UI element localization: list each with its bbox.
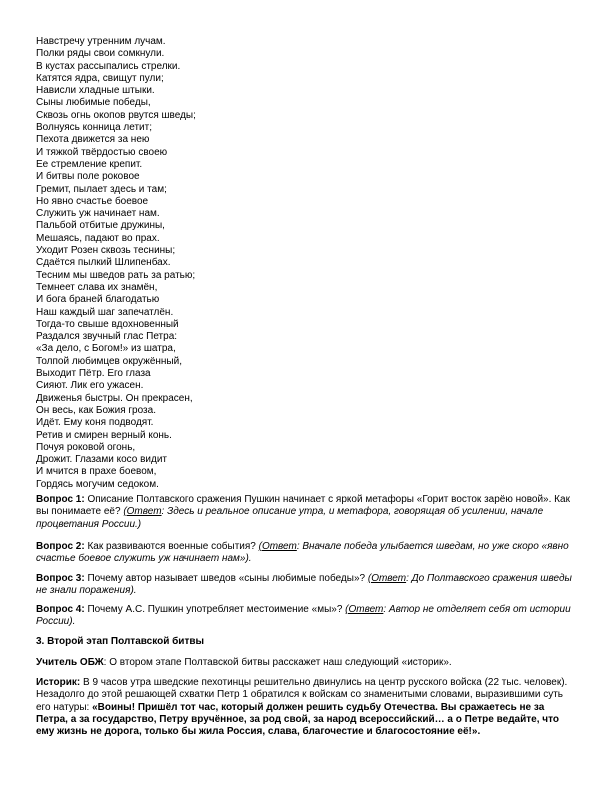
poem-line: Нависли хладные штыки. — [36, 85, 155, 97]
poem-line: Пальбой отбитые дружины, — [36, 220, 165, 232]
poem-line: Катятся ядра, свищут пули; — [36, 72, 164, 84]
question-label: Вопрос 2: — [36, 541, 85, 552]
poem-line: Наш каждый шаг запечатлён. — [36, 306, 174, 318]
answer-text: : Вначале победа улыбается шведам, но уже скоро «явно счастье боевое служить уж начинает нам»). — [36, 541, 569, 565]
section-heading-text: 3. Второй этап Полтавской битвы — [36, 636, 205, 647]
speaker-text: В 9 часов утра шведские пехотинцы решительно двинулись на центр русского войска (22 тыс. человек). Незадолго до этой решающей схватки Петр 1 обратился к войскам со знаменитыми словами, выразившими суть его натуры: — [36, 677, 568, 713]
poem-line: Почуя роковой огонь, — [36, 441, 136, 453]
poem-excerpt — [36, 36, 576, 491]
poem-line: Гордясь могучим седоком. — [36, 478, 159, 490]
answer-label: (Ответ — [258, 541, 297, 552]
quote-tail: . — [477, 726, 481, 738]
poem-line: И мчится в прахе боевом, — [36, 466, 157, 478]
poem-line: Тесним мы шведов рать за ратью; — [36, 269, 196, 281]
question-label: Вопрос 4: — [36, 604, 85, 615]
question-text: Почему автор называет шведов «сыны любимые победы»? — [84, 573, 368, 584]
poem-line: Он весь, как Божия гроза. — [36, 404, 156, 416]
poem-line: Но явно счастье боевое — [36, 195, 149, 207]
poem-line: Тогда-то свыше вдохновенный — [36, 318, 179, 330]
poem-line: И бога браней благодатью — [36, 294, 160, 306]
poem-line: Сыны любимые победы, — [36, 97, 151, 109]
poem-line: Сияют. Лик его ужасен. — [36, 380, 144, 392]
poem-line: Толпой любимцев окружённый, — [36, 355, 182, 367]
question-1 — [36, 494, 576, 531]
poem-line: Ретив и смирен верный конь. — [36, 429, 172, 441]
answer-label: (Ответ — [367, 573, 407, 584]
teacher-paragraph — [36, 657, 576, 669]
answer-label: (Ответ — [345, 604, 384, 615]
speaker-label: Учитель ОБЖ — [36, 657, 104, 668]
poem-line: Волнуясь конница летит; — [36, 122, 152, 134]
poem-line: И битвы поле роковое — [36, 171, 140, 183]
poem-line: «За дело, с Богом!» из шатра, — [36, 343, 176, 355]
poem-line: Выходит Пётр. Его глаза — [36, 368, 151, 380]
speaker-label: Историк: — [36, 677, 81, 688]
question-text: Описание Полтавского сражения Пушкин начинает с яркой метафоры «Горит восток зарёю новой». Как вы понимаете её? — [36, 494, 570, 518]
poem-line: Раздался звучный глас Петра: — [36, 331, 178, 343]
poem-line: И тяжкой твёрдостью своею — [36, 146, 168, 158]
question-3 — [36, 573, 576, 598]
question-label: Вопрос 3: — [36, 573, 85, 584]
question-text: Почему А.С. Пушкин употребляет местоимение «мы»? — [84, 604, 346, 615]
poem-line: Уходит Розен сквозь теснины; — [36, 245, 176, 257]
answer-label: (Ответ — [123, 506, 162, 518]
answer-text: : Здесь и реальное описание утра, и метафора, говорящая об усилении, начале процветания России.) — [36, 506, 544, 530]
poem-line: В кустах рассыпались стрелки. — [36, 60, 181, 72]
peter-quote: «Воины! Пришёл тот час, который должен решить судьбу Отечества. Вы сражаетесь не за Петра, а за государство, Петру вручённое, за род свой, за народ всероссийский… а о Петре ведайте, что ему жизнь не дорога, только бы жила Россия, слава, благочестие и благосостояние её!» — [36, 701, 559, 738]
poem-line: Пехота движется за нею — [36, 134, 150, 146]
poem-line: Сквозь огнь окопов рвутся шведы; — [36, 109, 196, 121]
question-label: Вопрос 1: — [36, 494, 85, 505]
poem-line: Полки ряды свои сомкнули. — [36, 48, 165, 60]
poem-line: Мешаясь, падают во прах. — [36, 232, 160, 244]
poem-line: Дрожит. Глазами косо видит — [36, 454, 168, 466]
answer-text: : Автор не отделяет себя от истории России). — [36, 604, 571, 628]
poem-line: Гремит, пылает здесь и там; — [36, 183, 167, 195]
poem-line: Навстречу утренним лучам. — [36, 36, 166, 47]
poem-line: Служить уж начинает нам. — [36, 208, 160, 220]
poem-line: Ее стремление крепит. — [36, 158, 143, 170]
answer-text: : До Полтавского сражения шведы не знали поражения). — [36, 573, 572, 597]
question-text: Как развиваются военные события? — [84, 541, 259, 552]
poem-line: Идёт. Ему коня подводят. — [36, 417, 154, 429]
poem-line: Движенья быстры. Он прекрасен, — [36, 392, 193, 404]
speaker-text: : О втором этапе Полтавской битвы расскажет наш следующий «историк». — [103, 657, 452, 668]
historian-paragraph — [36, 677, 576, 738]
question-2 — [36, 541, 576, 566]
poem-line: Темнеет слава их знамён, — [36, 281, 158, 293]
section-heading — [36, 636, 576, 648]
question-4 — [36, 604, 576, 629]
poem-line: Сдаётся пылкий Шлипенбах. — [36, 257, 171, 269]
